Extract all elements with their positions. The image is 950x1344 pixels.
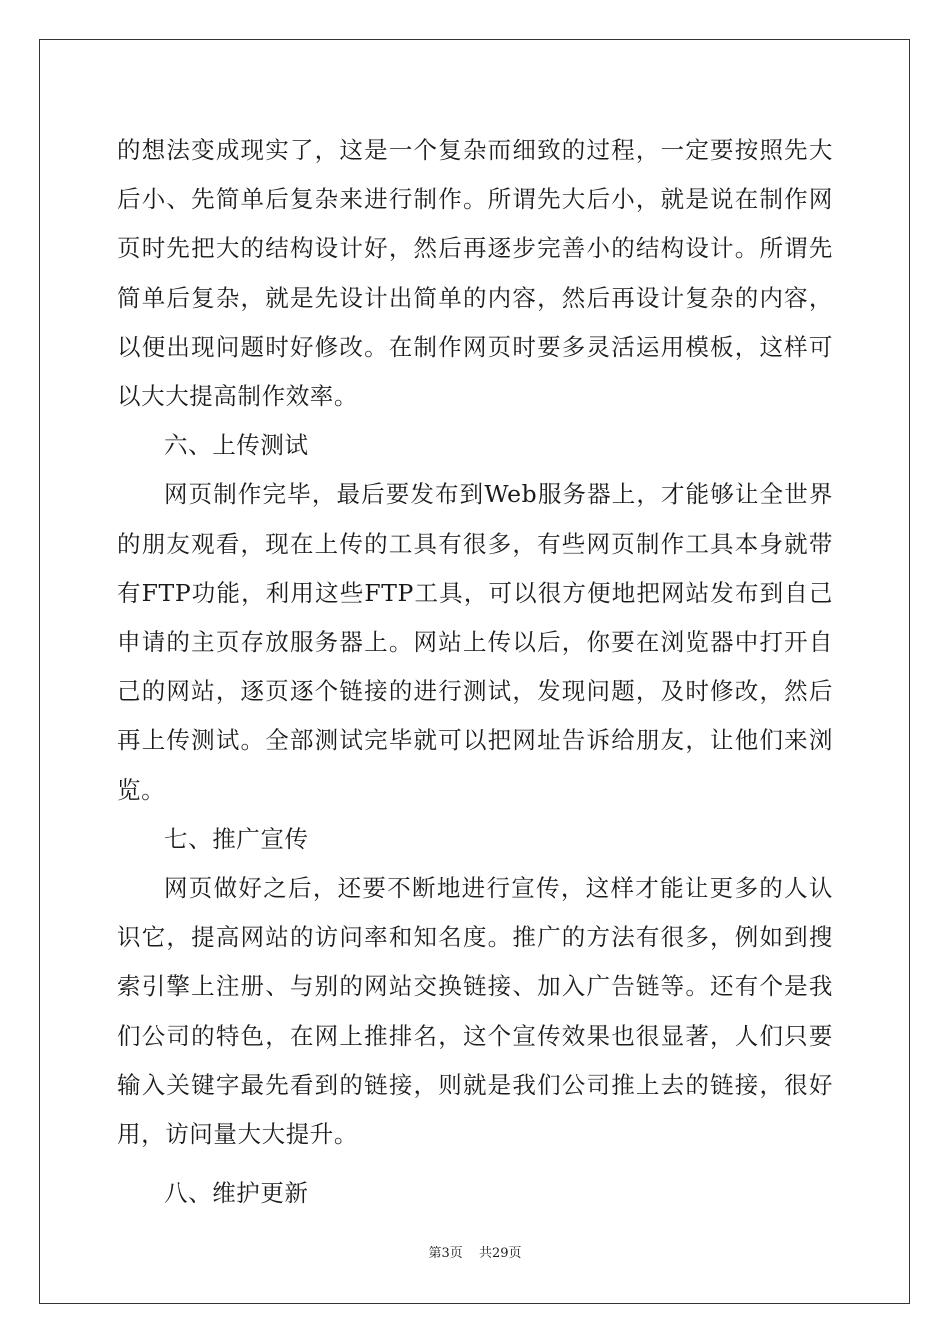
document-body — [117, 126, 833, 1218]
paragraph-upload-test: 网页制作完毕，最后要发布到Web服务器上，才能够让全世界的朋友观看，现在上传的工具有很多，有些网页制作工具本身就带有FTP功能，利用这些FTP工具，可以很方便地把网站发布到自己申请的主页存放服务器上。网站上传以后，你要在浏览器中打开自己的网站，逐页逐个链接的进行测试，发现问题，及时修改，然后再上传测试。全部测试完毕就可以把网址告诉给朋友，让他们来浏览。 — [117, 480, 833, 804]
current-page-number: 第3页 — [428, 1246, 463, 1261]
section-heading-promotion: 七、推广宣传 — [164, 824, 309, 853]
total-page-count: 共29页 — [478, 1246, 522, 1261]
section-heading-maintenance: 八、维护更新 — [164, 1179, 309, 1208]
paragraph-promotion: 网页做好之后，还要不断地进行宣传，这样才能让更多的人认识它，提高网站的访问率和知名度。推广的方法有很多，例如到搜索引擎上注册、与别的网站交换链接、加入广告链等。还有个是我们公司的特色，在网上推排名，这个宣传效果也很显著，人们只要输入关键字最先看到的链接，则就是我们公司推上去的链接，很好用，访问量大大提升。 — [117, 874, 833, 1149]
section-heading-upload-test: 六、上传测试 — [164, 431, 309, 460]
page-footer — [0, 1245, 950, 1263]
paragraph-continuation: 的想法变成现实了，这是一个复杂而细致的过程，一定要按照先大后小、先简单后复杂来进行制作。所谓先大后小，就是说在制作网页时先把大的结构设计好，然后再逐步完善小的结构设计。所谓先简单后复杂，就是先设计出简单的内容，然后再设计复杂的内容，以便出现问题时好修改。在制作网页时要多灵活运用模板，这样可以大大提高制作效率。 — [117, 136, 833, 411]
